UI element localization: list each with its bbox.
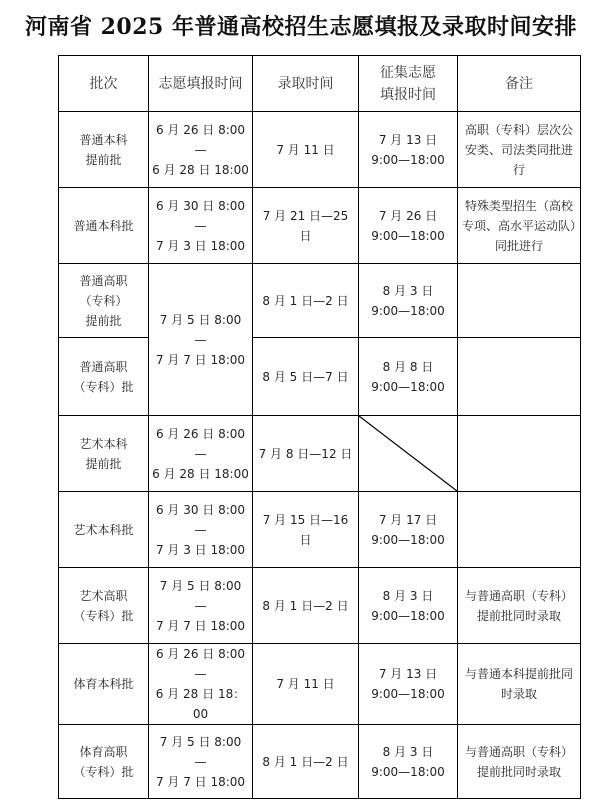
batch-cell: 普通高职 （专科） 提前批 (59, 264, 149, 338)
collect-time-cell: 8 月 3 日 9:00—18:00 (359, 568, 458, 644)
collect-time-cell: 8 月 3 日 9:00—18:00 (359, 725, 458, 799)
admit-time-cell: 7 月 11 日 (253, 644, 359, 725)
table-row (59, 264, 581, 338)
schedule-table (58, 55, 581, 799)
admit-time-cell: 8 月 1 日—2 日 (253, 568, 359, 644)
collect-time-cell-empty (359, 416, 458, 492)
note-cell: 与普通本科提前批同时录取 (458, 644, 581, 725)
apply-time-cell: 7 月 5 日 8:00 — 7 月 7 日 18:00 (149, 264, 253, 416)
table-row (59, 492, 581, 568)
batch-cell: 普通本科批 (59, 188, 149, 264)
batch-cell: 普通高职 （专科）批 (59, 338, 149, 416)
batch-cell: 体育高职 （专科）批 (59, 725, 149, 799)
collect-time-cell: 8 月 8 日 9:00—18:00 (359, 338, 458, 416)
table-row (59, 568, 581, 644)
apply-time-cell: 6 月 30 日 8:00 — 7 月 3 日 18:00 (149, 492, 253, 568)
apply-time-cell: 6 月 30 日 8:00 — 7 月 3 日 18:00 (149, 188, 253, 264)
note-cell: 与普通高职（专科）提前批同时录取 (458, 568, 581, 644)
header-apply-time: 志愿填报时间 (149, 56, 253, 112)
collect-time-cell: 7 月 26 日 9:00—18:00 (359, 188, 458, 264)
table-row (59, 112, 581, 188)
page-title: 河南省 2025 年普通高校招生志愿填报及录取时间安排 (24, 14, 578, 40)
note-cell (458, 338, 581, 416)
batch-cell: 艺术高职 （专科）批 (59, 568, 149, 644)
note-cell (458, 264, 581, 338)
collect-time-cell: 7 月 13 日 9:00—18:00 (359, 644, 458, 725)
admit-time-cell: 7 月 11 日 (253, 112, 359, 188)
admit-time-cell: 7 月 15 日—16 日 (253, 492, 359, 568)
table-row (59, 416, 581, 492)
collect-time-cell: 7 月 17 日 9:00—18:00 (359, 492, 458, 568)
apply-time-cell: 7 月 5 日 8:00 — 7 月 7 日 18:00 (149, 568, 253, 644)
apply-time-cell: 6 月 26 日 8:00 — 6 月 28 日 18:00 (149, 112, 253, 188)
admit-time-cell: 8 月 1 日—2 日 (253, 725, 359, 799)
batch-cell: 艺术本科批 (59, 492, 149, 568)
note-cell: 与普通高职（专科）提前批同时录取 (458, 725, 581, 799)
note-cell (458, 492, 581, 568)
header-admit-time: 录取时间 (253, 56, 359, 112)
header-collect-time: 征集志愿 填报时间 (359, 56, 458, 112)
apply-time-cell: 7 月 5 日 8:00 — 7 月 7 日 18:00 (149, 725, 253, 799)
header-note: 备注 (458, 56, 581, 112)
admit-time-cell: 7 月 21 日—25 日 (253, 188, 359, 264)
batch-cell: 体育本科批 (59, 644, 149, 725)
apply-time-cell: 6 月 26 日 8:00 — 6 月 28 日 18：00 (149, 644, 253, 725)
batch-cell: 普通本科 提前批 (59, 112, 149, 188)
apply-time-cell: 6 月 26 日 8:00 — 6 月 28 日 18:00 (149, 416, 253, 492)
admit-time-cell: 8 月 5 日—7 日 (253, 338, 359, 416)
admit-time-cell: 8 月 1 日—2 日 (253, 264, 359, 338)
table-row (59, 338, 581, 416)
note-cell: 高职（专科）层次公安类、司法类同批进行 (458, 112, 581, 188)
header-batch: 批次 (59, 56, 149, 112)
admit-time-cell: 7 月 8 日—12 日 (253, 416, 359, 492)
collect-time-cell: 8 月 3 日 9:00—18:00 (359, 264, 458, 338)
table-row (59, 188, 581, 264)
diagonal-slash (359, 416, 457, 491)
collect-time-cell: 7 月 13 日 9:00—18:00 (359, 112, 458, 188)
header-row (59, 56, 581, 112)
table-row (59, 725, 581, 799)
note-cell (458, 416, 581, 492)
batch-cell: 艺术本科 提前批 (59, 416, 149, 492)
table-row (59, 644, 581, 725)
note-cell: 特殊类型招生（高校专项、高水平运动队）同批进行 (458, 188, 581, 264)
